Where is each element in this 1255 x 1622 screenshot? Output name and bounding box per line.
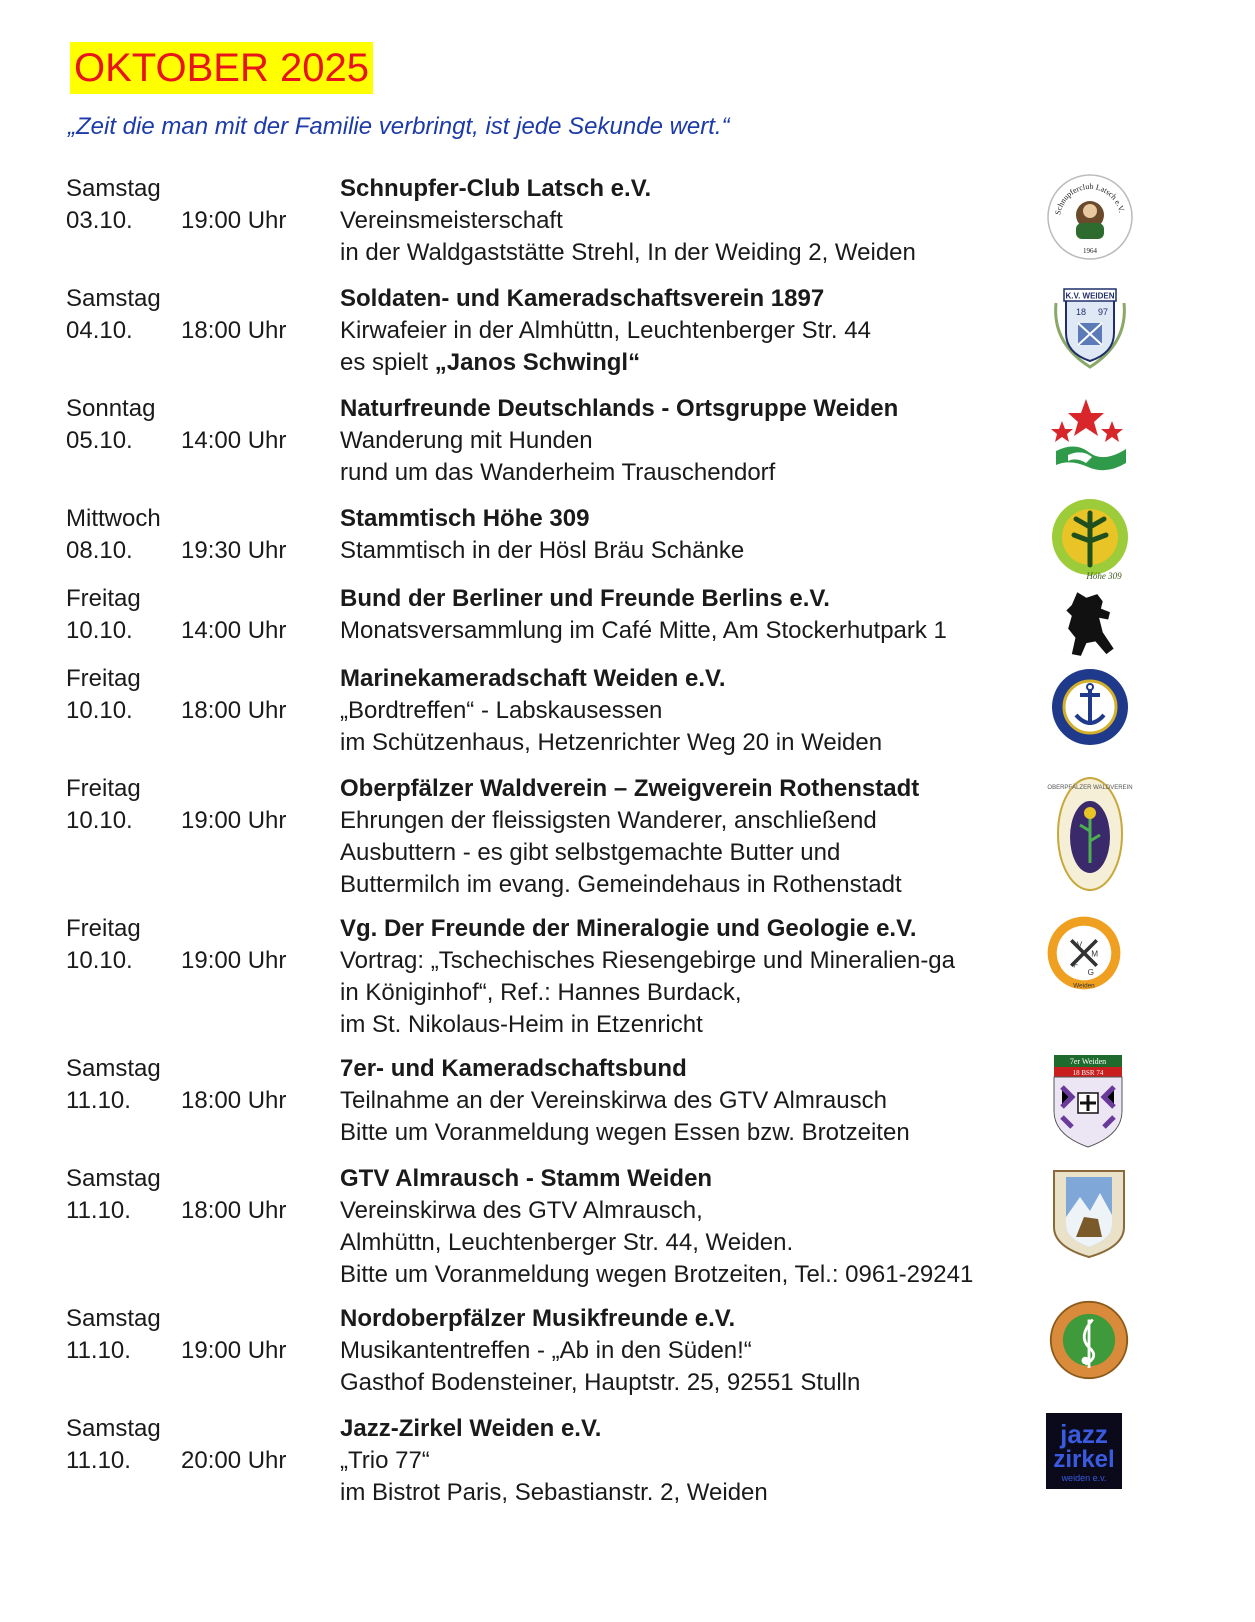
event-entry (0, 773, 1255, 908)
event-details (340, 1303, 1062, 1399)
event-details (340, 173, 1062, 269)
event-organizer: GTV Almrausch - Stamm Weiden (340, 1165, 713, 1192)
event-entry (0, 913, 1255, 1048)
event-details (340, 1163, 1100, 1291)
event-time: 18:00 Uhr (181, 1197, 287, 1224)
event-details (340, 913, 1062, 1041)
event-line: Wanderung mit Hunden (340, 427, 593, 454)
gtv-almrausch-logo (1050, 1167, 1128, 1259)
naturfreunde-logo (1046, 393, 1134, 481)
event-day: Samstag (66, 175, 161, 202)
event-entry (0, 503, 1255, 581)
event-line: Monatsversammlung im Café Mitte, Am Stockerhutpark 1 (340, 617, 947, 644)
event-day: Freitag (66, 775, 141, 802)
event-day: Sonntag (66, 395, 156, 422)
page-title: OKTOBER 2025 (70, 42, 373, 94)
event-organizer: Naturfreunde Deutschlands - Ortsgruppe Weiden (340, 395, 899, 422)
event-date: 11.10. (66, 1197, 131, 1224)
event-entry (0, 663, 1255, 763)
hoehe-309-logo (1046, 497, 1134, 585)
svg-text:1964: 1964 (1083, 247, 1097, 255)
event-time: 18:00 Uhr (181, 1087, 287, 1114)
event-line: Vortrag: „Tschechisches Riesengebirge und Mineralien-ga (340, 947, 955, 974)
event-line: Ausbuttern - es gibt selbstgemachte Butter und (340, 839, 841, 866)
event-organizer: Nordoberpfälzer Musikfreunde e.V. (340, 1305, 736, 1332)
svg-text:G: G (1087, 967, 1094, 977)
event-time: 18:00 Uhr (181, 697, 287, 724)
kv-weiden-logo (1046, 283, 1134, 371)
event-line: es spielt „Janos Schwingl“ (340, 349, 641, 376)
event-entry (0, 1163, 1255, 1298)
event-organizer: Marinekameradschaft Weiden e.V. (340, 665, 726, 692)
event-date: 08.10. (66, 537, 133, 564)
svg-text:jazz: jazz (1060, 1419, 1108, 1449)
event-time: 19:00 Uhr (181, 947, 287, 974)
event-line: Ehrungen der fleissigsten Wanderer, anschließend (340, 807, 877, 834)
event-line: im Bistrot Paris, Sebastianstr. 2, Weiden (340, 1479, 768, 1506)
svg-text:Schnupferclub Latsch e.V.: Schnupferclub Latsch e.V. (1053, 181, 1127, 216)
event-line: Kirwafeier in der Almhüttn, Leuchtenberger Str. 44 (340, 317, 871, 344)
event-day: Samstag (66, 1415, 161, 1442)
svg-text:weiden e.v.: weiden e.v. (1061, 1473, 1107, 1483)
jazz-zirkel-logo (1046, 1413, 1122, 1489)
event-day: Samstag (66, 1165, 161, 1192)
event-entry (0, 1413, 1255, 1513)
svg-text:7er Weiden: 7er Weiden (1069, 1057, 1107, 1066)
svg-text:V: V (1076, 940, 1083, 950)
event-date: 03.10. (66, 207, 133, 234)
event-line: Vereinskirwa des GTV Almrausch, (340, 1197, 703, 1224)
motto-quote: „Zeit die man mit der Familie verbringt, ist jede Sekunde wert.“ (68, 113, 730, 140)
7er-weiden-logo (1048, 1053, 1128, 1149)
event-line: in Königinhof“, Ref.: Hannes Burdack, (340, 979, 742, 1006)
event-organizer: 7er- und Kameradschaftsbund (340, 1055, 687, 1082)
event-time: 19:00 Uhr (181, 807, 287, 834)
event-line: im Schützenhaus, Hetzenrichter Weg 20 in Weiden (340, 729, 883, 756)
event-date: 11.10. (66, 1447, 131, 1474)
event-line: Gasthof Bodensteiner, Hauptstr. 25, 92551 Stulln (340, 1369, 861, 1396)
event-date: 10.10. (66, 807, 133, 834)
event-details (340, 583, 1062, 647)
event-line: Musikantentreffen - „Ab in den Süden!“ (340, 1337, 752, 1364)
event-line: Stammtisch in der Hösl Bräu Schänke (340, 537, 745, 564)
event-line: „Trio 77“ (340, 1447, 430, 1474)
event-day: Freitag (66, 915, 141, 942)
event-details (340, 663, 1062, 759)
svg-text:18: 18 (1076, 307, 1087, 317)
event-entry (0, 1053, 1255, 1153)
event-entry (0, 583, 1255, 653)
svg-text:zirkel: zirkel (1053, 1446, 1115, 1473)
event-details (340, 773, 1062, 901)
event-line: Buttermilch im evang. Gemeindehaus in Rothenstadt (340, 871, 902, 898)
event-details (340, 1053, 1062, 1149)
musikfreunde-logo (1048, 1299, 1130, 1381)
event-line: rund um das Wanderheim Trauschendorf (340, 459, 776, 486)
anchor-logo (1046, 663, 1134, 751)
event-time: 20:00 Uhr (181, 1447, 287, 1474)
event-organizer: Stammtisch Höhe 309 (340, 505, 590, 532)
event-details (340, 283, 1062, 379)
event-organizer: Oberpfälzer Waldverein – Zweigverein Rothenstadt (340, 775, 920, 802)
waldverein-logo (1046, 775, 1134, 893)
event-line: Almhüttn, Leuchtenberger Str. 44, Weiden. (340, 1229, 794, 1256)
event-date: 10.10. (66, 947, 133, 974)
event-entry (0, 393, 1255, 493)
event-line: Teilnahme an der Vereinskirwa des GTV Almrausch (340, 1087, 887, 1114)
svg-text:F: F (1073, 960, 1079, 970)
mineralogie-logo (1044, 913, 1124, 993)
berlin-bear-logo (1050, 585, 1130, 665)
event-organizer: Vg. Der Freunde der Mineralogie und Geologie e.V. (340, 915, 917, 942)
event-entry (0, 1303, 1255, 1403)
event-date: 11.10. (66, 1337, 131, 1364)
event-organizer: Schnupfer-Club Latsch e.V. (340, 175, 652, 202)
event-organizer: Jazz-Zirkel Weiden e.V. (340, 1415, 602, 1442)
schnupferclub-logo (1046, 173, 1134, 261)
event-time: 14:00 Uhr (181, 617, 287, 644)
event-time: 19:00 Uhr (181, 207, 287, 234)
event-details (340, 503, 1062, 567)
svg-text:K.V. WEIDEN: K.V. WEIDEN (1065, 291, 1115, 301)
event-line: in der Waldgaststätte Strehl, In der Weiding 2, Weiden (340, 239, 916, 266)
event-time: 14:00 Uhr (181, 427, 287, 454)
event-line: im St. Nikolaus-Heim in Etzenricht (340, 1011, 703, 1038)
event-details (340, 1413, 1062, 1509)
event-date: 10.10. (66, 697, 133, 724)
event-day: Samstag (66, 1055, 161, 1082)
event-entry (0, 173, 1255, 273)
event-time: 19:00 Uhr (181, 1337, 287, 1364)
svg-text:Weiden: Weiden (1073, 982, 1095, 990)
event-details (340, 393, 1062, 489)
svg-text:97: 97 (1098, 307, 1109, 317)
event-date: 11.10. (66, 1087, 131, 1114)
svg-text:OBERPFÄLZER WALDVEREIN: OBERPFÄLZER WALDVEREIN (1047, 785, 1133, 791)
svg-text:Höhe 309: Höhe 309 (1086, 571, 1122, 581)
event-entry (0, 283, 1255, 383)
event-day: Freitag (66, 665, 141, 692)
svg-text:M: M (1091, 949, 1099, 959)
event-organizer: Soldaten- und Kameradschaftsverein 1897 (340, 285, 825, 312)
event-day: Samstag (66, 1305, 161, 1332)
event-line: Vereinsmeisterschaft (340, 207, 563, 234)
event-line: Bitte um Voranmeldung wegen Brotzeiten, Tel.: 0961-29241 (340, 1261, 974, 1288)
event-day: Freitag (66, 585, 141, 612)
event-date: 10.10. (66, 617, 133, 644)
event-line: Bitte um Voranmeldung wegen Essen bzw. Brotzeiten (340, 1119, 910, 1146)
event-day: Samstag (66, 285, 161, 312)
event-organizer: Bund der Berliner und Freunde Berlins e.V. (340, 585, 830, 612)
event-line: „Bordtreffen“ - Labskausessen (340, 697, 663, 724)
event-date: 05.10. (66, 427, 133, 454)
event-time: 18:00 Uhr (181, 317, 287, 344)
event-time: 19:30 Uhr (181, 537, 287, 564)
event-day: Mittwoch (66, 505, 161, 532)
event-date: 04.10. (66, 317, 133, 344)
svg-text:18 BSR 74: 18 BSR 74 (1072, 1069, 1104, 1077)
